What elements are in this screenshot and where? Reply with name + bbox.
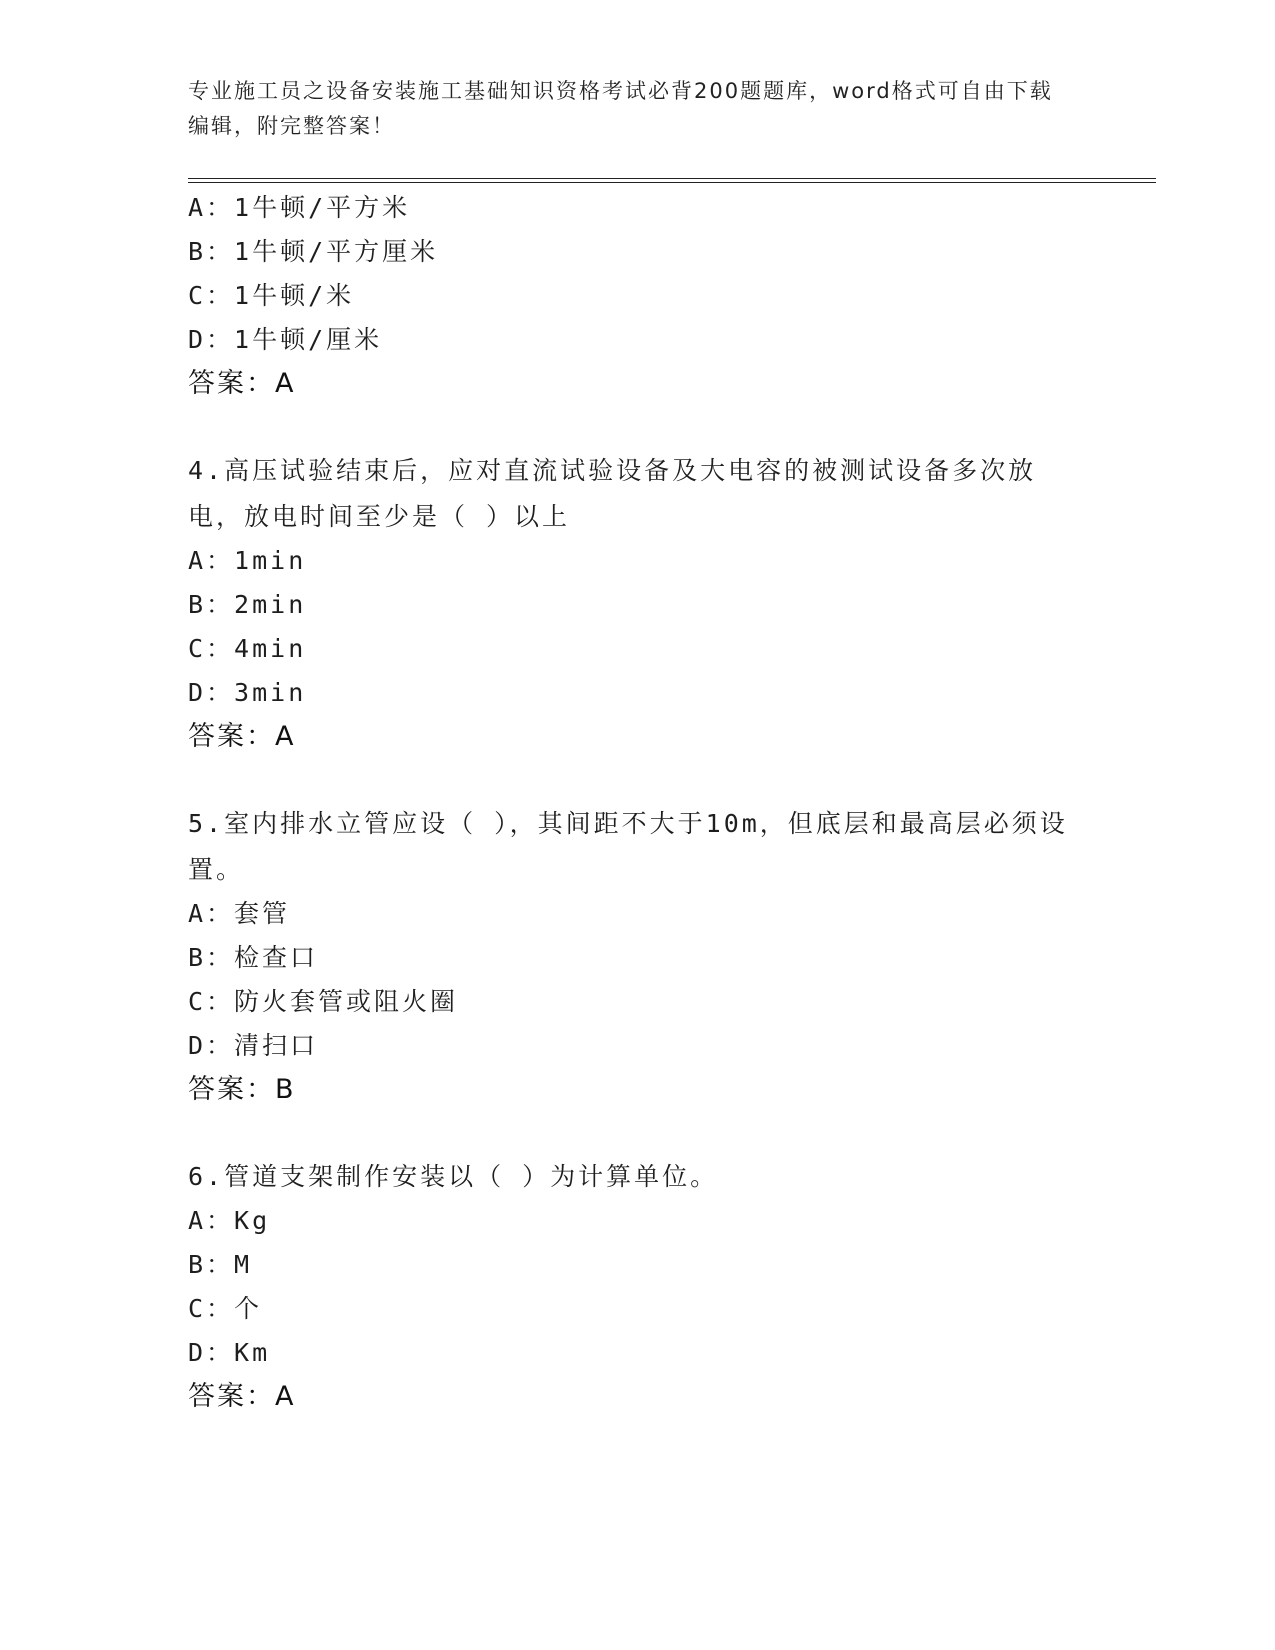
q3-answer: 答案：A [188, 368, 296, 399]
q4-option-b: B：2min [188, 590, 307, 619]
q4-option-d: D：3min [188, 678, 307, 707]
q3-option-a: A：1牛顿/平方米 [188, 193, 411, 222]
q5-option-b: B：检查口 [188, 943, 319, 972]
q4-answer: 答案：A [188, 721, 296, 752]
q5-question: 5.室内排水立管应设（ ），其间距不大于10m，但底层和最高层必须设置。 [188, 809, 1068, 884]
header-divider-top [188, 178, 1156, 179]
q6-question: 6.管道支架制作安装以（ ）为计算单位。 [188, 1162, 719, 1191]
q5-option-c: C：防火套管或阻火圈 [188, 987, 459, 1016]
q6-option-b: B：M [188, 1250, 253, 1279]
q5-option-d: D：清扫口 [188, 1031, 319, 1060]
q4-option-c: C：4min [188, 634, 307, 663]
q6-option-d: D：Km [188, 1338, 271, 1367]
header-divider-bottom [188, 182, 1156, 183]
q4-option-a: A：1min [188, 546, 307, 575]
q6-option-c: C：个 [188, 1294, 263, 1323]
q6-option-a: A：Kg [188, 1206, 271, 1235]
q3-option-c: C：1牛顿/米 [188, 281, 355, 310]
q3-option-b: B：1牛顿/平方厘米 [188, 237, 439, 266]
q3-option-d: D：1牛顿/厘米 [188, 325, 383, 354]
document-header: 专业施工员之设备安装施工基础知识资格考试必背200题题库，word格式可自由下载编辑，附完整答案！ [188, 79, 1053, 138]
q4-question: 4.高压试验结束后，应对直流试验设备及大电容的被测试设备多次放电，放电时间至少是（ ）以上 [188, 456, 1037, 531]
q5-option-a: A：套管 [188, 899, 291, 928]
q6-answer: 答案：A [188, 1381, 296, 1412]
q5-answer: 答案：B [188, 1074, 296, 1105]
